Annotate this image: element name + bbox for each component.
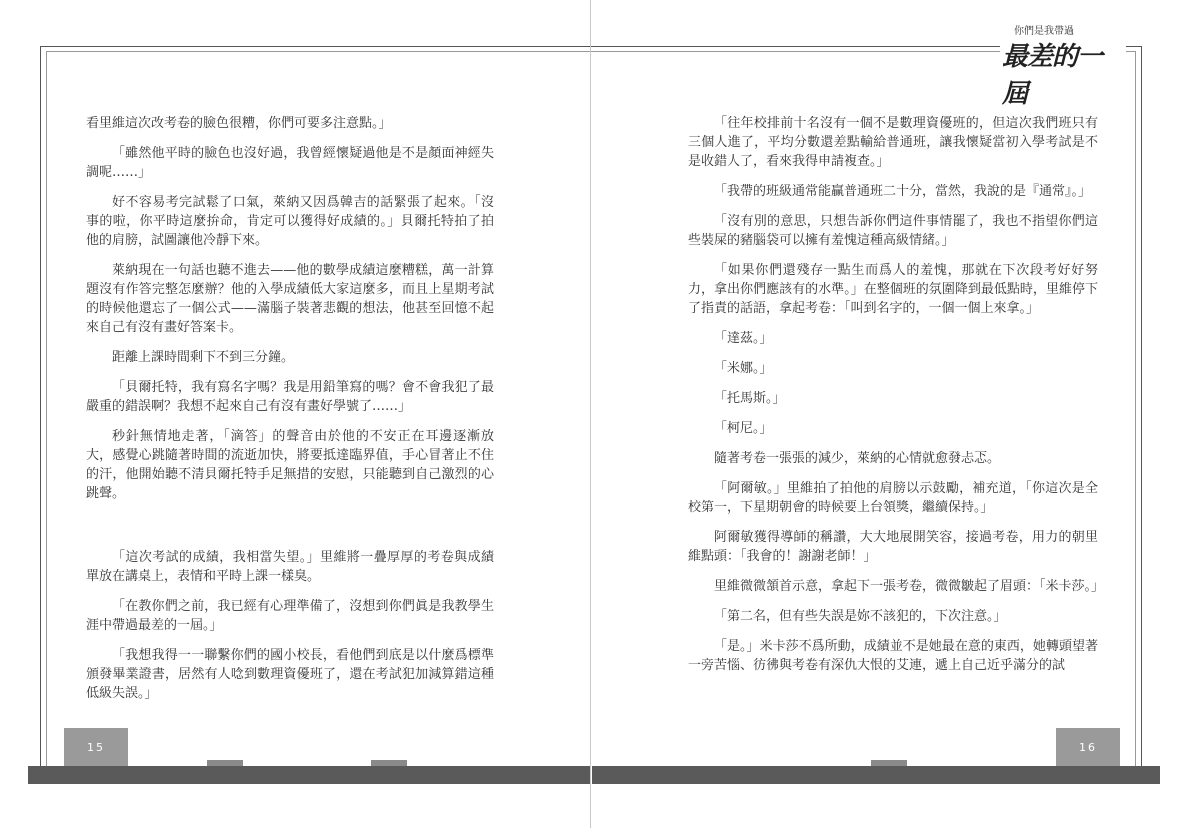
right-footer-bar [592,766,1160,784]
footer-tab [207,760,243,766]
paragraph: 「托馬斯。」 [714,391,786,406]
paragraph: 「我想我得一一聯繫你們的國小校長，看他們到底是以什麼爲標準頒發畢業證書，居然有人唸到數理資優班了，還在考試犯加減算錯這種低級失誤。」 [86,648,494,701]
paragraph: 阿爾敏獲得導師的稱讚，大大地展開笑容，接過考卷，用力的朝里維點頭：「我會的！謝謝老師！」 [688,530,1098,564]
left-frame-inner-side-line [46,51,47,766]
paragraph: 「達茲。」 [714,331,773,346]
book-title-small: 你們是我帶過 [1014,26,1074,37]
right-frame-inner-side-line [1135,51,1136,766]
paragraph: 「第二名，但有些失誤是妳不該犯的，下次注意。」 [714,609,1007,624]
footer-tab [371,760,407,766]
left-page-number: 15 [64,728,128,766]
right-page-text [688,114,1105,686]
book-title-big: 最差的一屆 [1002,42,1103,109]
paragraph: 看里維這次改考卷的臉色很糟，你們可要多注意點。」 [86,116,392,131]
paragraph: 「柯尼。」 [714,421,773,436]
left-frame-inner-top-line [46,51,590,52]
paragraph: 隨著考卷一張張的減少，萊納的心情就愈發忐忑。 [714,451,1001,466]
paragraph: 萊納現在一句話也聽不進去——他的數學成績這麼糟糕，萬一計算題沒有作答完整怎麼辦？他的入學成績低大家這麼多，而且上星期考試的時候他還忘了一個公式——滿腦子裝著悲觀的想法，他甚至回憶不起來自己有沒有畫好答案卡。 [86,263,494,335]
paragraph: 「沒有別的意思，只想告訴你們這件事情罷了，我也不指望你們這些裝屎的豬腦袋可以擁有羞愧這種高級情緒。」 [688,214,1098,248]
left-footer-bar [28,766,590,784]
right-frame-outer-side-line [1141,46,1142,766]
book-spine [590,0,591,828]
paragraph: 「如果你們還殘存一點生而爲人的羞愧，那就在下次段考好好努力，拿出你們應該有的水準。」在整個班的氛圍降到最低點時，里維停下了指責的話語，拿起考卷：「叫到名字的，一個一個上來拿。」 [688,263,1098,316]
paragraph: 「我帶的班級通常能贏普通班二十分，當然，我說的是『通常』。」 [714,184,1092,199]
paragraph: 「貝爾托特，我有寫名字嗎？我是用鉛筆寫的嗎？會不會我犯了最嚴重的錯誤啊？我想不起來自己有沒有畫好學號了……」 [86,380,494,414]
right-page-number: 16 [1056,728,1120,766]
book-title-logo [1000,22,1126,109]
paragraph: 「米娜。」 [714,361,773,376]
left-page-text [86,114,494,714]
paragraph: 「是。」米卡莎不爲所動，成績並不是她最在意的東西，她轉頭望著一旁苦惱、彷彿與考卷有深仇大恨的艾連，遞上自己近乎滿分的試 [688,639,1098,673]
paragraph: 距離上課時間剩下不到三分鐘。 [112,350,295,365]
paragraph: 「在教你們之前，我已經有心理準備了，沒想到你們眞是我教學生涯中帶過最差的一屆。」 [86,599,494,633]
paragraph: 秒針無情地走著，「滴答」的聲音由於他的不安正在耳邊逐漸放大，感覺心跳隨著時間的流逝加快，將要抵達臨界值，手心冒著止不住的汗，他開始聽不清貝爾托特手足無措的安慰，只能聽到自己激烈的心跳聲。 [86,429,494,501]
left-frame-top-line [40,46,590,47]
footer-tab [871,760,907,766]
left-frame-outer-side-line [40,46,41,766]
paragraph: 「往年校排前十名沒有一個不是數理資優班的，但這次我們班只有三個人進了，平均分數還差點輸給普通班，讓我懷疑當初入學考試是不是收錯人了，看來我得申請複查。」 [688,116,1098,169]
paragraph: 好不容易考完試鬆了口氣，萊納又因爲韓吉的話緊張了起來。「沒事的啦，你平時這麼拚命，肯定可以獲得好成績的。」貝爾托特拍了拍他的肩膀，試圖讓他冷靜下來。 [86,195,494,248]
paragraph: 里維微微頷首示意，拿起下一張考卷，微微皺起了眉頭：「米卡莎。」 [714,579,1105,594]
paragraph: 「這次考試的成績，我相當失望。」里維將一疊厚厚的考卷與成績單放在講桌上，表情和平時上課一樣臭。 [86,550,494,584]
paragraph: 「雖然他平時的臉色也沒好過，我曾經懷疑過他是不是顏面神經失調呢……」 [86,146,494,180]
paragraph: 「阿爾敏。」里維拍了拍他的肩膀以示鼓勵，補充道，「你這次是全校第一，下星期朝會的時候要上台領獎，繼續保持。」 [688,481,1098,515]
